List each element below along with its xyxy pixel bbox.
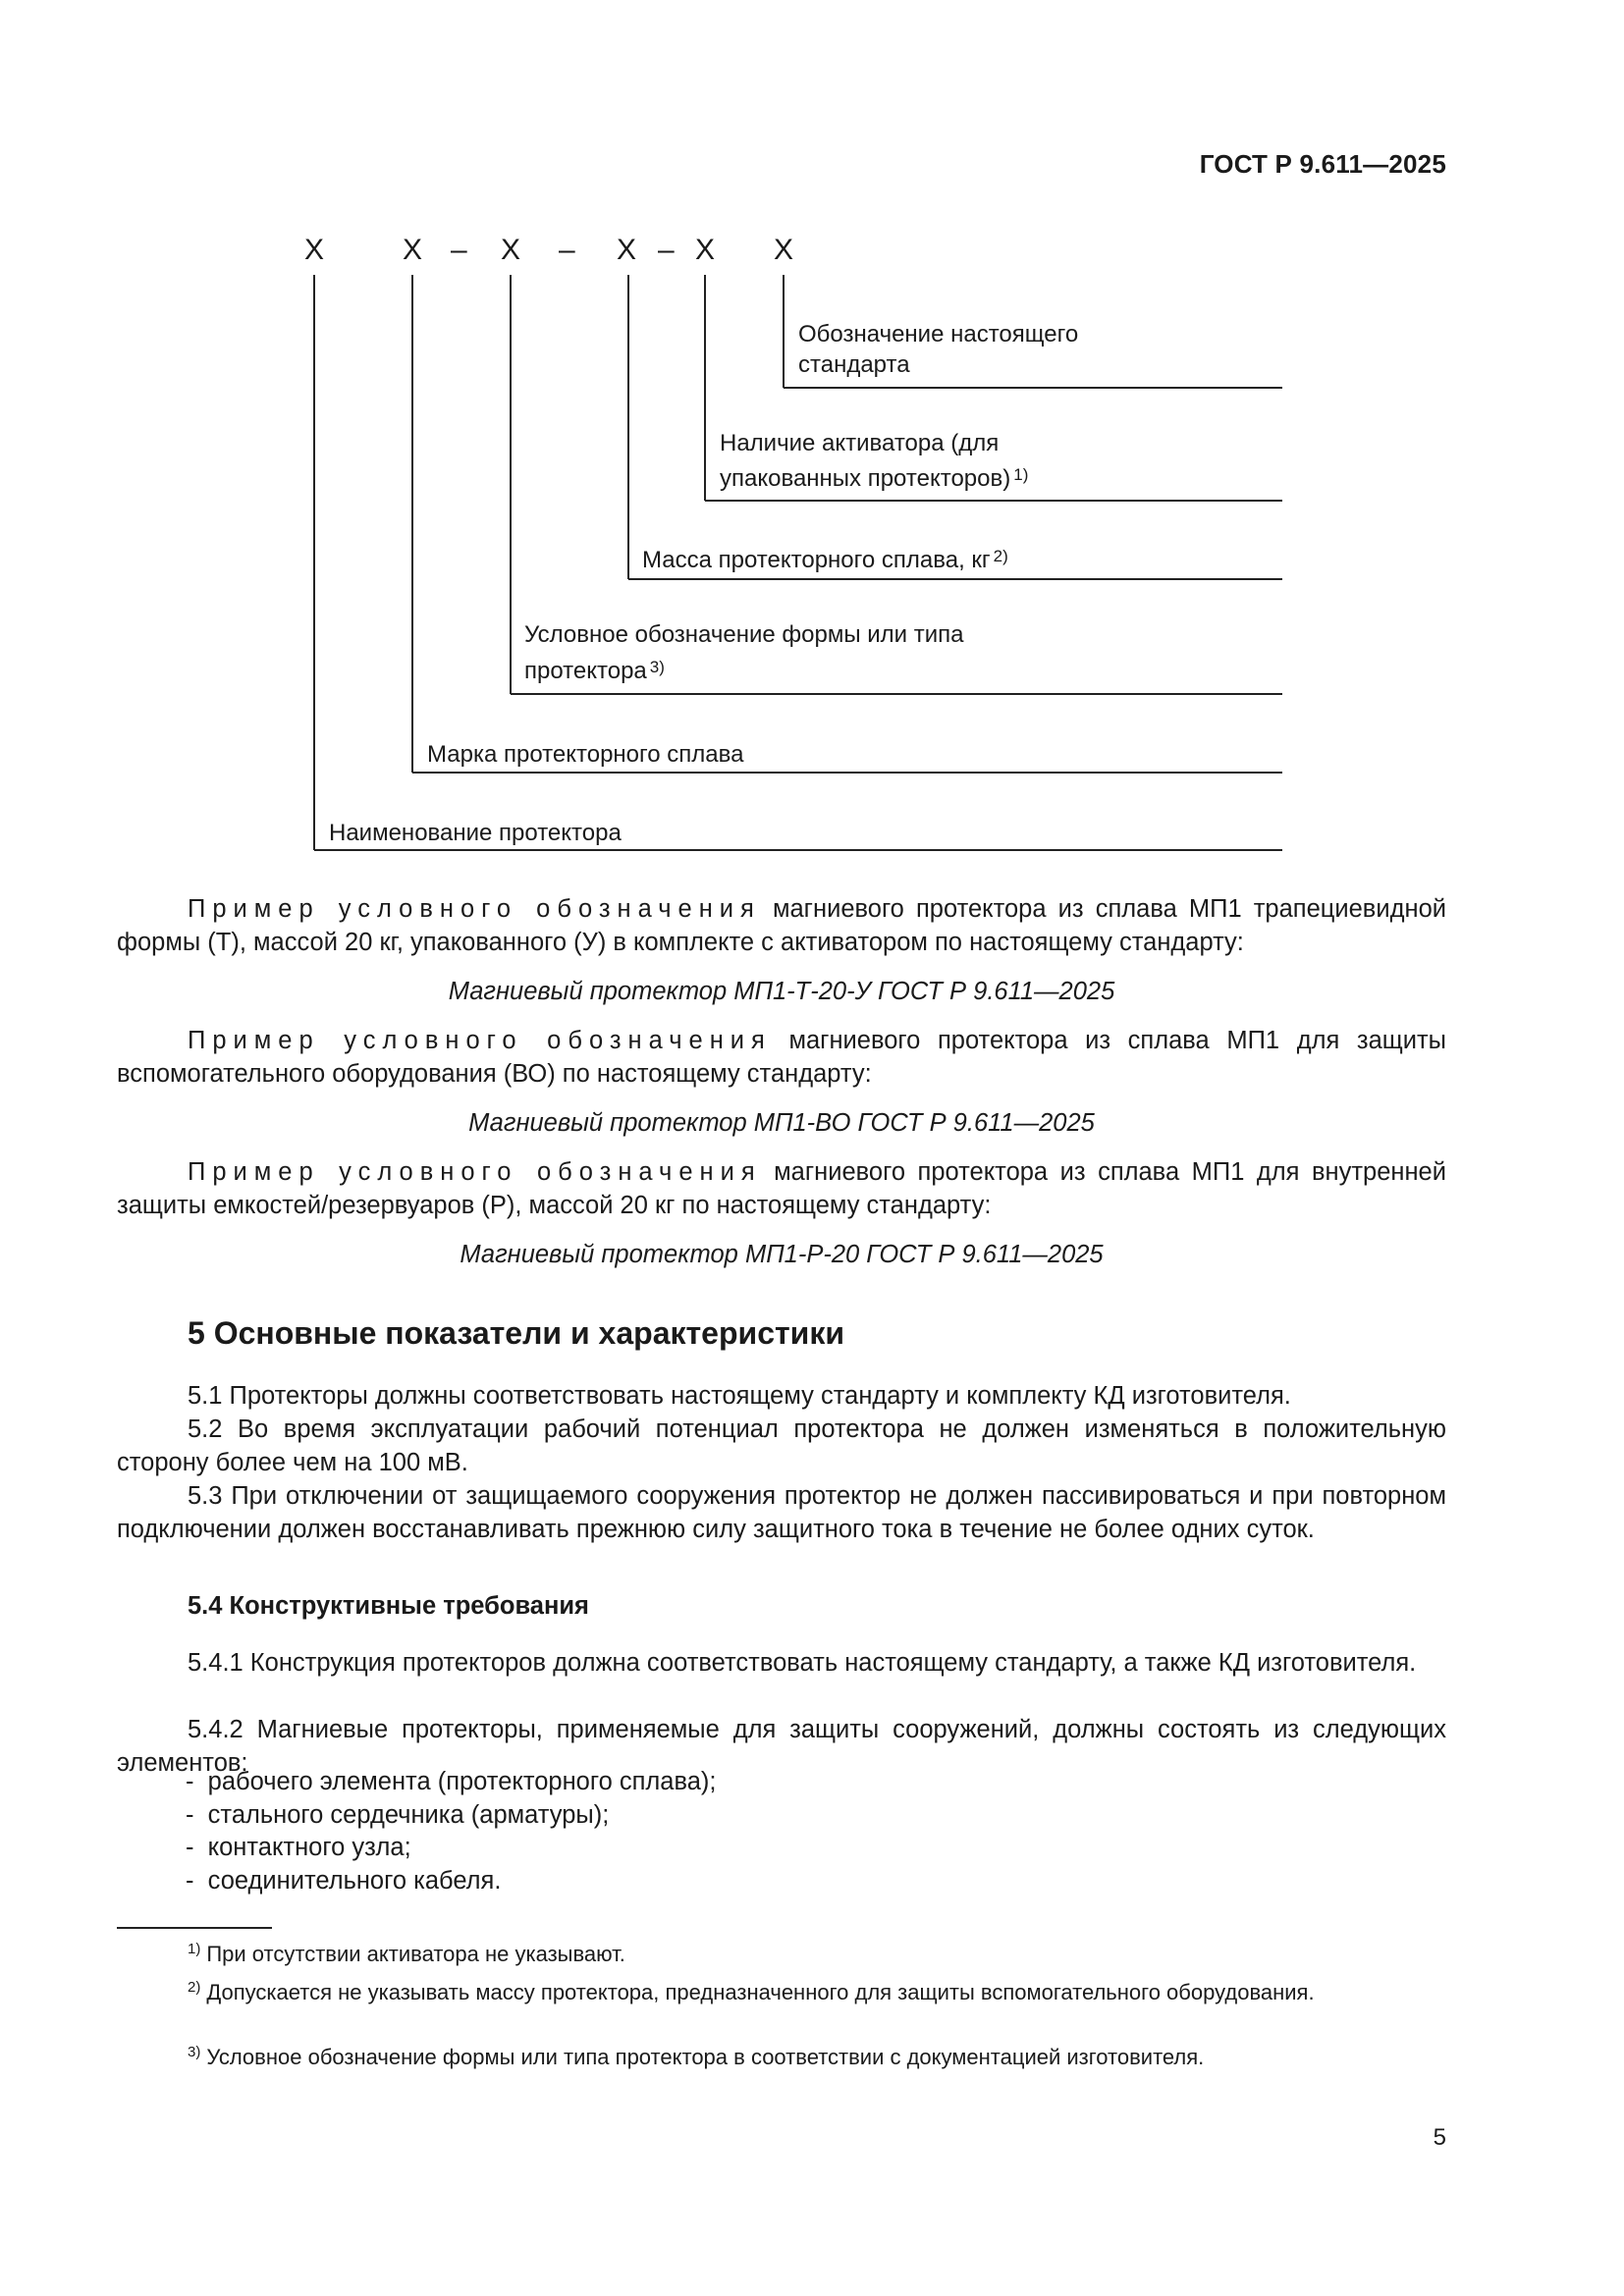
footnote-2: $^{2)}$ Допускается не указывать массу протектора, предназначенного для защиты вспомогательного оборудования. [188,1979,1315,2004]
section-5-title: 5 Основные показатели и характеристики [188,1315,845,1351]
label-name: Наименование протектора [329,820,622,846]
paragraph-5-1: 5.1 Протекторы должны соответствовать настоящему стандарту и комплекту КД изготовителя. [188,1382,1291,1410]
example-1: Пример условного обозначения магниевого протектора из сплава МП1 трапециевидной формы (Т), массой 20 кг, упакованного (У) в комплекте с активатором по настоящему стандарту: [117,895,1446,956]
list-item: - стального сердечника (арматуры); [186,1799,717,1833]
example-2-designation: Магниевый протектор МП1-ВО ГОСТ Р 9.611—2025 [468,1109,1095,1137]
scheme-pos-6: X [774,234,794,266]
designation-scheme [0,0,1624,883]
list-item: - рабочего элемента (протекторного сплава); [186,1766,717,1799]
paragraph-5-3: 5.3 При отключении от защищаемого сооружения протектор не должен пассивироваться и при повторном подключении должен восстанавливать прежнюю силу защитного тока в течение не более одних суток. [117,1482,1446,1543]
label-mass: Масса протекторного сплава, кг $^{2)}$ [642,547,1008,573]
scheme-dash-2: – [559,234,575,266]
paragraph-5-4-2: 5.4.2 Магниевые протекторы, применяемые для защиты сооружений, должны состоять из следующих элементов: [117,1716,1446,1777]
footnote-separator [117,1927,272,1929]
page-number: 5 [1433,2124,1446,2151]
example-1-designation: Магниевый протектор МП1-Т-20-У ГОСТ Р 9.611—2025 [448,978,1115,1005]
example-2: Пример условного обозначения магниевого протектора из сплава МП1 для защиты вспомогательного оборудования (ВО) по настоящему стандарту: [117,1027,1446,1088]
list-item: - соединительного кабеля. [186,1865,717,1898]
label-form-line2: протектора $^{3)}$ [524,658,665,684]
footnote-1: $^{1)}$ При отсутствии активатора не указывают. [188,1941,625,1966]
example-3-designation: Магниевый протектор МП1-Р-20 ГОСТ Р 9.611—2025 [460,1241,1104,1268]
footnote-3: $^{3)}$ Условное обозначение формы или типа протектора в соответствии с документацией изготовителя. [188,2044,1205,2069]
paragraph-5-2: 5.2 Во время эксплуатации рабочий потенциал протектора не должен изменяться в положительную сторону более чем на 100 мВ. [117,1415,1446,1476]
scheme-pos-3: X [501,234,521,266]
scheme-pos-2: X [403,234,423,266]
label-designation-line2: стандарта [798,351,910,378]
label-activator-line2: упакованных протекторов) $^{1)}$ [720,465,1029,492]
footnote-ref-1: 1) [1013,465,1029,484]
list-item: - контактного узла; [186,1832,717,1865]
label-form-line1: Условное обозначение формы или типа [524,621,964,648]
scheme-pos-1: X [304,234,325,266]
subsection-5-4-title: 5.4 Конструктивные требования [188,1592,589,1620]
footnote-ref-2: 2) [993,547,1008,565]
scheme-dash-3: – [658,234,675,266]
label-alloy-grade: Марка протекторного сплава [427,741,744,768]
scheme-dash-1: – [451,234,467,266]
scheme-pos-4: X [617,234,637,266]
example-3: Пример условного обозначения магниевого протектора из сплава МП1 для внутренней защиты емкостей/резервуаров (Р), массой 20 кг по настоящему стандарту: [117,1158,1446,1219]
elements-list [186,1766,717,1897]
scheme-pos-5: X [695,234,716,266]
label-designation-line1: Обозначение настоящего [798,321,1079,347]
footnote-ref-3: 3) [649,658,665,676]
label-activator-line1: Наличие активатора (для [720,430,1000,456]
paragraph-5-4-1: 5.4.1 Конструкция протекторов должна соответствовать настоящему стандарту, а также КД изготовителя. [188,1649,1417,1677]
page-header: ГОСТ Р 9.611—2025 [1199,149,1446,179]
